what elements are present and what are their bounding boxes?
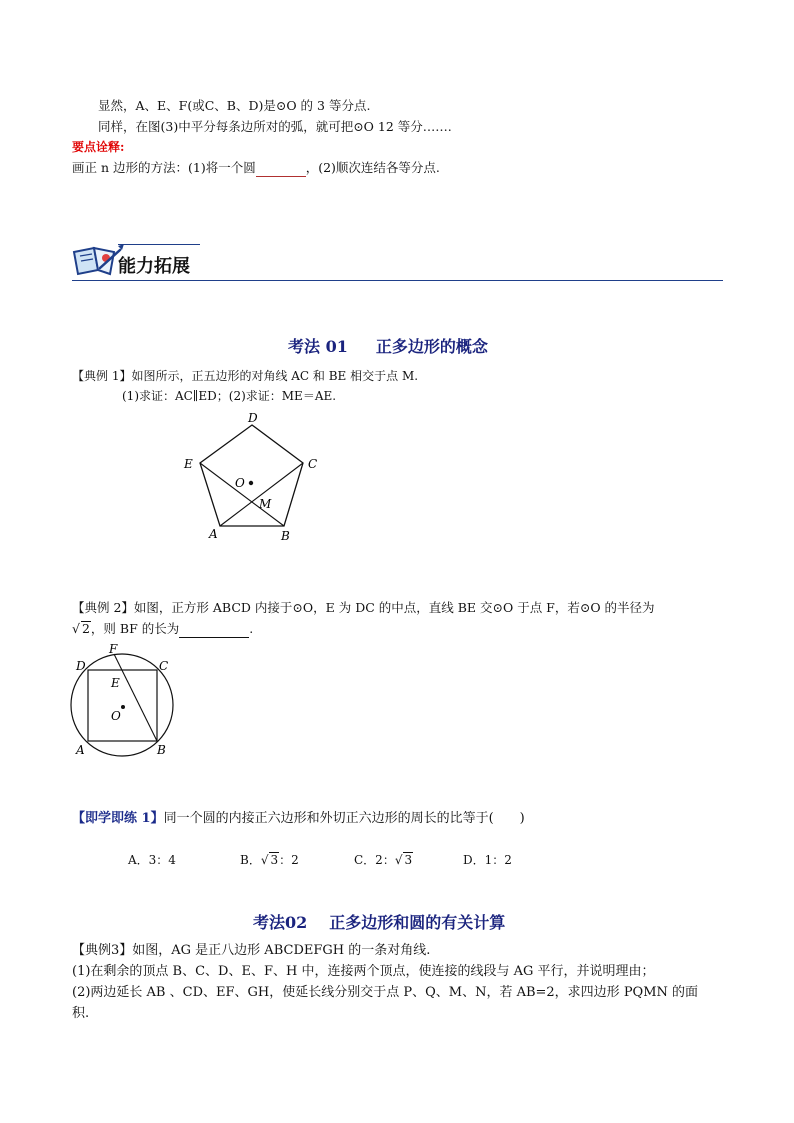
label-f: F <box>109 642 118 656</box>
option-d[interactable]: D．1：2 <box>463 853 512 867</box>
sqrt-two: √ 2 <box>72 621 90 636</box>
diagonal-be <box>200 463 284 526</box>
example-3-line-3: (2)两边延长 AB 、CD、EF、GH，使延长线分别交于点 P、Q、M、N，若 AB=2，求四边形 PQMN 的面 <box>72 985 699 1000</box>
example-2-line-2-end: . <box>249 621 254 636</box>
kaofa-1-heading <box>288 334 488 357</box>
key-points-text <box>72 160 440 177</box>
inscribed-square-figure <box>70 642 180 760</box>
section-divider <box>72 280 723 281</box>
practice-1-text: 同一个圆的内接正六边形和外切正六边形的周长的比等于( ) <box>163 811 525 826</box>
label-a: A <box>76 743 85 757</box>
intro-line-2: 同样，在图(3)中平分每条边所对的弧，就可把⊙O 12 等分……. <box>98 119 452 134</box>
label-o: O <box>235 476 245 490</box>
example-1-line-2: (1)求证：AC∥ED；(2)求证：ME＝AE. <box>122 389 337 403</box>
label-e: E <box>184 457 193 471</box>
example-2-line-2-text: ，则 BF 的长为 <box>90 621 180 636</box>
answer-blank[interactable] <box>256 160 306 177</box>
center-point-o <box>249 481 253 485</box>
bf-answer-blank[interactable] <box>179 621 249 638</box>
kaofa-1-label: 考法 01 <box>288 337 348 356</box>
option-a[interactable]: A．3：4 <box>128 853 176 867</box>
section-title-overline <box>118 244 200 245</box>
label-a: A <box>209 527 218 541</box>
option-c[interactable]: C．2：√ 3 <box>354 853 413 867</box>
example-3-line-2: (1)在剩余的顶点 B、C、D、E、F、H 中，连接两个顶点，使连接的线段与 AG 平行，并说明理由； <box>72 964 655 979</box>
kaofa-2-title: 正多边形和圆的有关计算 <box>329 913 506 932</box>
practice-1 <box>72 811 525 827</box>
label-m: M <box>259 497 272 511</box>
key-points-text-after: ，(2)顺次连结各等分点. <box>305 160 440 175</box>
example-3-line-1: 【典例3】如图，AG 是正八边形 ABCDEFGH 的一条对角线. <box>72 943 431 958</box>
practice-1-label: 【即学即练 1】 <box>72 811 164 826</box>
section-title: 能力拓展 <box>118 256 190 277</box>
label-c: C <box>308 457 318 471</box>
example-1-line-1: 【典例 1】如图所示，正五边形的对角线 AC 和 BE 相交于点 M. <box>72 369 419 383</box>
example-2-line-2 <box>72 621 253 638</box>
example-2-line-1: 【典例 2】如图，正方形 ABCD 内接于⊙O，E 为 DC 的中点，直线 BE 交⊙O 于点 F，若⊙O 的半径为 <box>72 600 655 615</box>
label-e: E <box>111 676 120 690</box>
key-points-text-before: 画正 n 边形的方法：(1)将一个圆 <box>72 160 256 175</box>
example-3-line-4: 积. <box>72 1006 90 1021</box>
kaofa-1-title: 正多边形的概念 <box>375 337 488 356</box>
pentagon-outline <box>200 425 303 526</box>
kaofa-2-label: 考法02 <box>253 913 308 932</box>
label-d: D <box>76 659 86 673</box>
pentagon-figure <box>180 410 330 550</box>
key-points-label: 要点诠释: <box>72 140 125 154</box>
intro-line-1: 显然，A、E、F(或C、B、D)是⊙O 的 3 等分点. <box>98 98 371 113</box>
label-c: C <box>159 659 169 673</box>
line-bf <box>114 654 157 741</box>
label-b: B <box>157 743 166 757</box>
center-o <box>121 705 125 709</box>
label-b: B <box>281 529 290 543</box>
diagonal-ac <box>220 463 303 526</box>
option-b[interactable]: B．√ 3：2 <box>240 853 299 867</box>
label-d: D <box>248 411 258 425</box>
kaofa-2-heading <box>253 910 505 933</box>
label-o: O <box>111 709 121 723</box>
